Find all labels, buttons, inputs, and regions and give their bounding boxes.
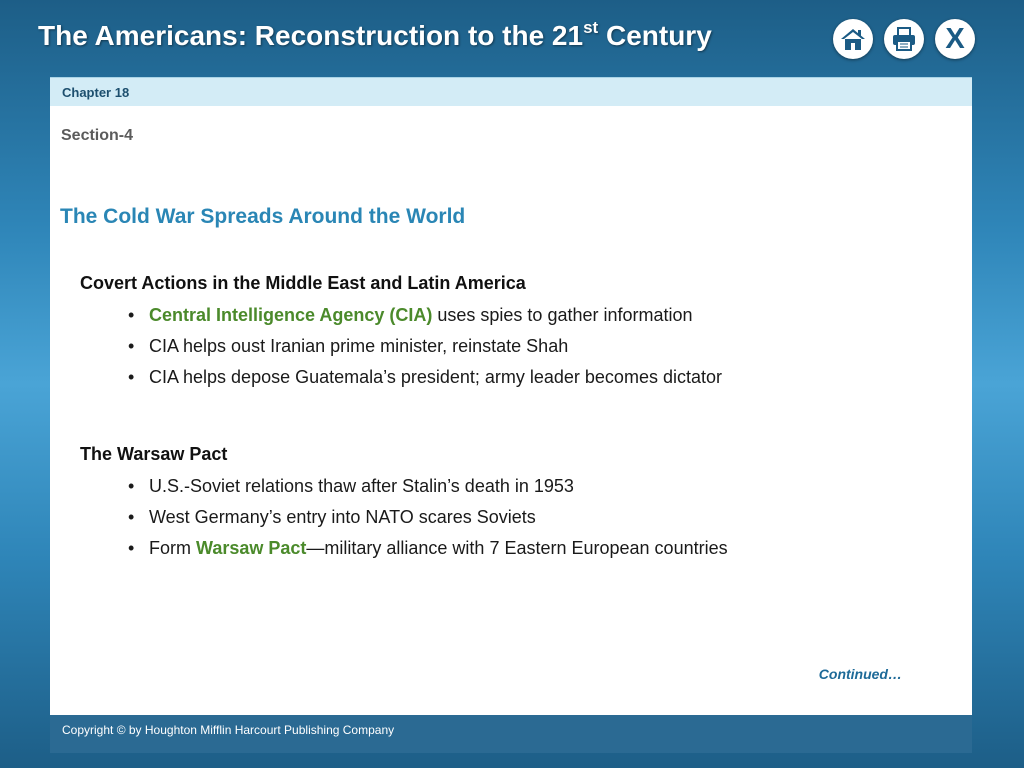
block-title-warsaw-pact: The Warsaw Pact (80, 444, 228, 464)
bullet-text: uses spies to gather information (432, 305, 693, 325)
bullet-item (128, 505, 728, 536)
bullet-item (128, 536, 728, 567)
print-button[interactable] (884, 19, 924, 59)
bullet-text: West Germany’s entry into NATO scares Soviets (149, 507, 536, 527)
bullet-item (128, 474, 728, 505)
bullet-item (128, 365, 722, 396)
bullet-item (128, 303, 722, 334)
section-label: Section-4 (61, 127, 134, 144)
title-end: Century (598, 20, 712, 51)
bullet-text-before: Form (149, 538, 196, 558)
bullet-text: U.S.-Soviet relations thaw after Stalin’s death in 1953 (149, 476, 574, 496)
page-title (38, 14, 712, 58)
bullet-list-warsaw-pact (128, 474, 728, 567)
copyright-text: Copyright © by Houghton Mifflin Harcourt Publishing Company (62, 723, 395, 737)
bullet-list-covert-actions (128, 303, 722, 396)
content-panel (50, 77, 972, 715)
close-button[interactable] (935, 19, 975, 59)
highlight-term: Central Intelligence Agency (CIA) (149, 305, 433, 325)
title-superscript: st (583, 18, 599, 37)
bullet-item (128, 334, 722, 365)
printer-icon (891, 27, 917, 51)
highlight-term: Warsaw Pact (196, 538, 307, 558)
chapter-banner (50, 77, 972, 106)
title-main: The Americans: Reconstruction to the 21 (38, 20, 584, 51)
home-button[interactable] (833, 19, 873, 59)
bullet-text-after: —military alliance with 7 Eastern European countries (306, 538, 728, 558)
bullet-text: CIA helps oust Iranian prime minister, reinstate Shah (149, 336, 569, 356)
block-title-covert-actions: Covert Actions in the Middle East and Latin America (80, 273, 526, 293)
close-icon: X (945, 22, 965, 55)
footer-bar (50, 715, 972, 753)
slide-heading: The Cold War Spreads Around the World (60, 205, 466, 228)
continued-label: Continued… (818, 666, 902, 682)
bullet-text: CIA helps depose Guatemala’s president; army leader becomes dictator (149, 367, 722, 387)
chapter-label: Chapter 18 (62, 85, 130, 100)
home-icon (840, 27, 866, 51)
